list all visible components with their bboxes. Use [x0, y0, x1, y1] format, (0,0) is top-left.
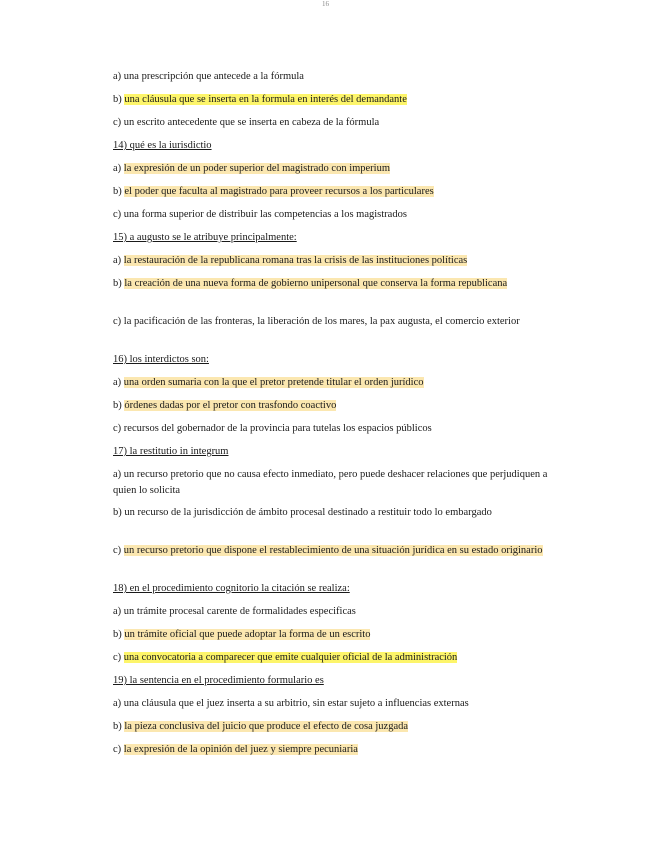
- option-15b: b) la creación de una nueva forma de gobierno unipersonal que conserva la forma republicana: [113, 278, 508, 289]
- option-16a: a) una orden sumaria con la que el pretor pretende titular el orden jurídico: [113, 377, 424, 388]
- option-17a: a) un recurso pretorio que no causa efecto inmediato, pero puede deshacer relaciones que perjudiquen a quien lo solicita: [113, 469, 548, 496]
- option-18a: a) un trámite procesal carente de formalidades especificas: [113, 606, 356, 617]
- option-16c: c) recursos del gobernador de la provincia para tutelas los espacios públicos: [113, 423, 432, 434]
- option-18c: c) una convocatoria a comparecer que emite cualquier oficial de la administración: [113, 652, 458, 663]
- option-15c: c) la pacificación de las fronteras, la liberación de los mares, la pax augusta, el comercio exterior: [113, 316, 520, 327]
- option-13c: c) un escrito antecedente que se inserta en cabeza de la fórmula: [113, 117, 380, 128]
- option-13b: b) una cláusula que se inserta en la formula en interés del demandante: [113, 94, 407, 105]
- question-18: 18) en el procedimiento cognitorio la citación se realiza:: [113, 583, 350, 594]
- question-19: 19) la sentencia en el procedimiento formulario es: [113, 675, 324, 686]
- option-18b: b) un trámite oficial que puede adoptar la forma de un escrito: [113, 629, 371, 640]
- question-14: 14) qué es la iurisdictio: [113, 140, 212, 151]
- option-17c: c) un recurso pretorio que dispone el restablecimiento de una situación jurídica en su estado originario: [113, 545, 543, 556]
- option-15a: a) la restauración de la republicana romana tras la crisis de las instituciones políticas: [113, 255, 468, 266]
- option-16b: b) órdenes dadas por el pretor con trasfondo coactivo: [113, 400, 337, 411]
- page-mark: 16: [322, 0, 329, 8]
- option-14b: b) el poder que faculta al magistrado para proveer recursos a los particulares: [113, 186, 434, 197]
- option-14c: c) una forma superior de distribuir las competencias a los magistrados: [113, 209, 407, 220]
- option-19b: b) la pieza conclusiva del juicio que produce el efecto de cosa juzgada: [113, 721, 409, 732]
- option-19a: a) una cláusula que el juez inserta a su arbitrio, sin estar sujeto a influencias externas: [113, 698, 469, 709]
- option-14a: a) la expresión de un poder superior del magistrado con imperium: [113, 163, 391, 174]
- question-16: 16) los interdictos son:: [113, 354, 209, 365]
- option-19c: c) la expresión de la opinión del juez y siempre pecuniaria: [113, 744, 358, 755]
- option-13a: a) una prescripción que antecede a la fórmula: [113, 71, 304, 82]
- question-17: 17) la restitutio in integrum: [113, 446, 229, 457]
- question-15: 15) a augusto se le atribuye principalmente:: [113, 232, 297, 243]
- option-17b: b) un recurso de la jurisdicción de ámbito procesal destinado a restituir todo lo embargado: [113, 507, 492, 518]
